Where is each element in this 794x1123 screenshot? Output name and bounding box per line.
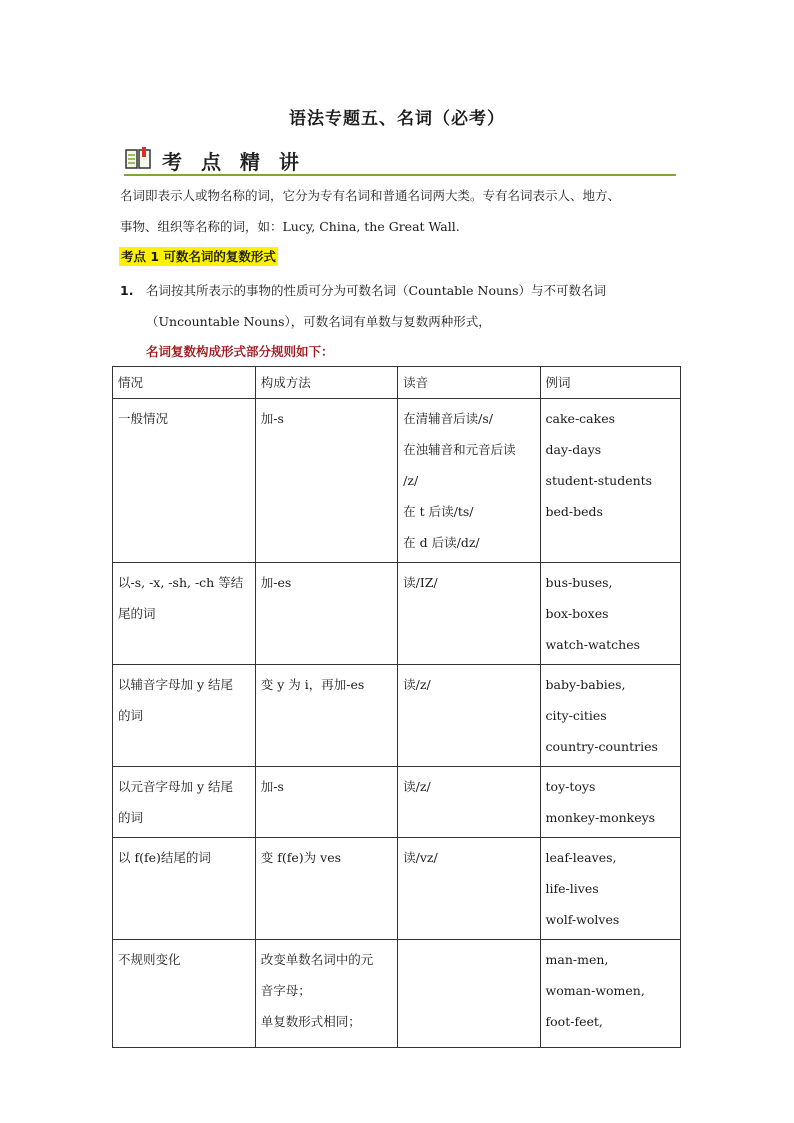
cell-line: box-boxes — [545, 606, 609, 621]
method-cell — [255, 940, 397, 1048]
examples-cell — [540, 665, 680, 767]
cell-line: 尾的词 — [118, 606, 156, 621]
cell-line: student-students — [545, 473, 653, 488]
examples-cell — [540, 838, 680, 940]
cell-line: 读/IZ/ — [403, 575, 438, 590]
cell-line: 在清辅音后读/s/ — [403, 411, 493, 426]
cell-line: 加-es — [260, 575, 292, 590]
cell-line: 不规则变化 — [118, 952, 181, 967]
cell-line: 的词 — [118, 810, 144, 825]
cell-line: bed-beds — [545, 504, 603, 519]
table-row — [113, 767, 681, 838]
cell-line: 在浊辅音和元音后读 — [403, 442, 516, 457]
banner-text: 考 点 精 讲 — [162, 150, 305, 174]
book-icon — [124, 146, 152, 172]
table-row — [113, 838, 681, 940]
cell-line: toy-toys — [545, 779, 596, 794]
cell-line: 以辅音字母加 y 结尾 — [118, 677, 234, 692]
banner-underline — [124, 174, 676, 176]
page-title: 语法专题五、名词（必考） — [289, 109, 505, 129]
situation-cell — [113, 767, 256, 838]
cell-line: 读/z/ — [403, 677, 431, 692]
cell-line: 音字母； — [260, 983, 311, 998]
cell-line: day-days — [545, 442, 602, 457]
cell-line: 在 d 后读/dz/ — [403, 535, 480, 550]
examples-cell — [540, 399, 680, 563]
cell-line: 以元音字母加 y 结尾 — [118, 779, 234, 794]
cell-line: 以 f(fe)结尾的词 — [118, 850, 211, 865]
pron-cell — [398, 767, 540, 838]
section-banner — [124, 144, 676, 176]
cell-line: city-cities — [545, 708, 607, 723]
method-cell — [255, 563, 397, 665]
cell-line: 读/vz/ — [403, 850, 438, 865]
pron-cell — [398, 563, 540, 665]
examples-cell — [540, 767, 680, 838]
pron-cell — [398, 399, 540, 563]
cell-line: 的词 — [118, 708, 144, 723]
cell-line: 改变单数名词中的元 — [260, 952, 374, 967]
table-row — [113, 665, 681, 767]
cell-line: 读/z/ — [403, 779, 431, 794]
cell-line: wolf-wolves — [545, 912, 620, 927]
situation-cell — [113, 665, 256, 767]
list-item-line-2: （Uncountable Nouns），可数名词有单数与复数两种形式， — [146, 314, 491, 329]
header-cell: 情况 — [113, 367, 256, 399]
cell-line: bus-buses, — [545, 575, 613, 590]
cell-line: cake-cakes — [545, 411, 616, 426]
header-cell: 构成方法 — [255, 367, 397, 399]
cell-line: woman-women, — [545, 983, 645, 998]
examples-cell — [540, 940, 680, 1048]
table-row — [113, 399, 681, 563]
plural-rules-table — [112, 366, 681, 1048]
table-row — [113, 563, 681, 665]
intro-line-1: 名词即表示人或物名称的词，它分为专有名词和普通名词两大类。专有名词表示人、地方、 — [120, 188, 621, 203]
cell-line: 在 t 后读/ts/ — [403, 504, 474, 519]
situation-cell — [113, 563, 256, 665]
cell-line: 加-s — [260, 779, 284, 794]
method-cell — [255, 665, 397, 767]
header-cell: 例词 — [540, 367, 680, 399]
table-row — [113, 940, 681, 1048]
cell-line: 变 f(fe)为 ves — [260, 850, 342, 865]
pron-cell — [398, 665, 540, 767]
cell-line: foot-feet, — [545, 1014, 603, 1029]
situation-cell — [113, 399, 256, 563]
situation-cell — [113, 838, 256, 940]
cell-line: man-men, — [545, 952, 609, 967]
table-header-row — [113, 367, 681, 399]
cell-line: country-countries — [545, 739, 658, 754]
list-item-line-1: 名词按其所表示的事物的性质可分为可数名词（Countable Nouns）与不可数名词 — [146, 283, 607, 298]
pron-cell — [398, 838, 540, 940]
cell-line: life-lives — [545, 881, 599, 896]
cell-line: 加-s — [260, 411, 284, 426]
situation-cell — [113, 940, 256, 1048]
table-caption: 名词复数构成形式部分规则如下： — [146, 344, 334, 359]
header-cell: 读音 — [398, 367, 540, 399]
cell-line: 一般情况 — [118, 411, 169, 426]
list-number: 1. — [120, 283, 134, 298]
cell-line: baby-babies, — [545, 677, 626, 692]
cell-line: /z/ — [403, 473, 419, 488]
cell-line: 变 y 为 i，再加-es — [260, 677, 365, 692]
cell-line: watch-watches — [545, 637, 641, 652]
cell-line: monkey-monkeys — [545, 810, 656, 825]
cell-line: leaf-leaves, — [545, 850, 617, 865]
highlight-heading: 考点 1 可数名词的复数形式 — [121, 249, 276, 264]
method-cell — [255, 399, 397, 563]
examples-cell — [540, 563, 680, 665]
cell-line: 单复数形式相同； — [260, 1014, 361, 1029]
intro-line-2: 事物、组织等名称的词，如：Lucy, China, the Great Wall. — [120, 219, 460, 234]
method-cell — [255, 838, 397, 940]
pron-cell — [398, 940, 540, 1048]
cell-line: 以-s, -x, -sh, -ch 等结 — [118, 575, 244, 590]
method-cell — [255, 767, 397, 838]
